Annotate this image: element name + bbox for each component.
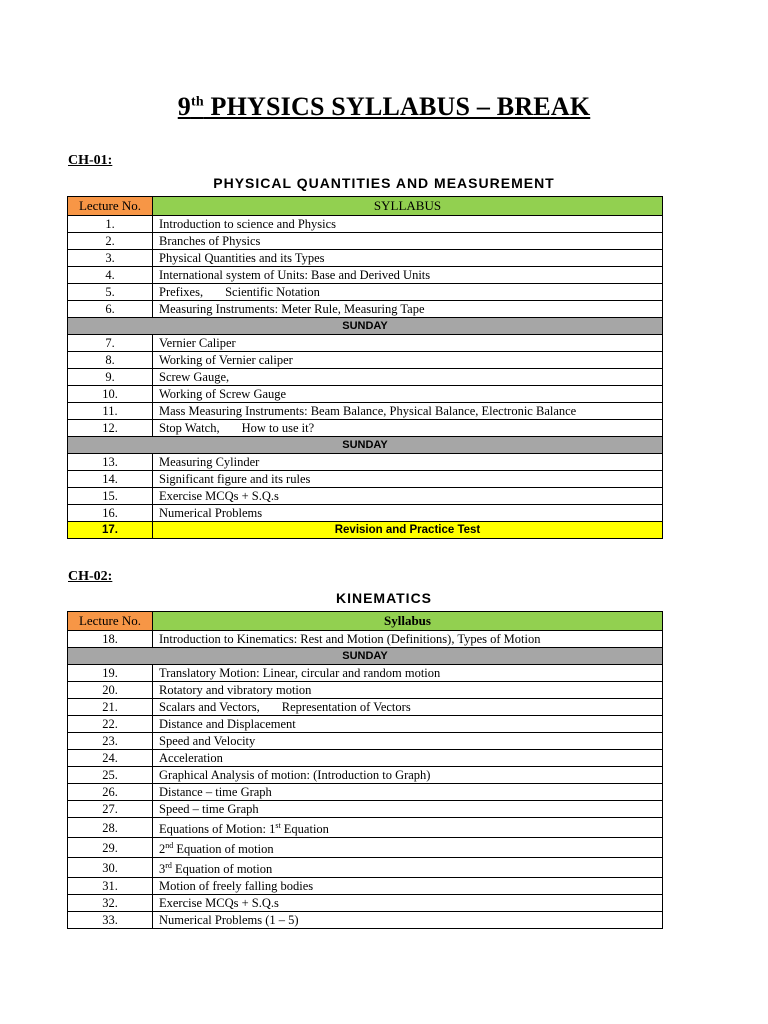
table-row (68, 352, 663, 369)
lecture-topic: Introduction to Kinematics: Rest and Motion (Definitions), Types of Motion (153, 631, 663, 648)
lecture-topic: Prefixes, Scientific Notation (153, 284, 663, 301)
page-title: 9th PHYSICS SYLLABUS – BREAK (177, 92, 591, 121)
lecture-topic: Distance – time Graph (153, 784, 663, 801)
lecture-topic: Mass Measuring Instruments: Beam Balance, Physical Balance, Electronic Balance (153, 403, 663, 420)
table-row (68, 216, 663, 233)
lecture-number: 21. (68, 699, 153, 716)
sunday-row: SUNDAY (68, 648, 663, 665)
table-row (68, 912, 663, 929)
lecture-number: 18. (68, 631, 153, 648)
table-row (68, 488, 663, 505)
chapter-2-label: CH-02: (68, 569, 113, 584)
lecture-topic: Measuring Instruments: Meter Rule, Measuring Tape (153, 301, 663, 318)
table-row (68, 858, 663, 878)
table-row (68, 301, 663, 318)
lecture-number: 23. (68, 733, 153, 750)
lecture-number: 1. (68, 216, 153, 233)
lecture-no-header: Lecture No. (68, 197, 153, 216)
lecture-topic: Measuring Cylinder (153, 454, 663, 471)
lecture-topic: Introduction to science and Physics (153, 216, 663, 233)
table-row (68, 471, 663, 488)
lecture-topic: Distance and Displacement (153, 716, 663, 733)
lecture-topic: Screw Gauge, (153, 369, 663, 386)
lecture-number: 8. (68, 352, 153, 369)
lecture-topic: 3rd Equation of motion (153, 858, 663, 878)
lecture-number: 12. (68, 420, 153, 437)
table-row (68, 784, 663, 801)
syllabus-header: SYLLABUS (153, 197, 663, 216)
lecture-number: 3. (68, 250, 153, 267)
lecture-topic: International system of Units: Base and Derived Units (153, 267, 663, 284)
lecture-number: 16. (68, 505, 153, 522)
chapter-1-table (67, 196, 663, 539)
lecture-number: 15. (68, 488, 153, 505)
table-row (68, 682, 663, 699)
table-row (68, 818, 663, 838)
lecture-number: 2. (68, 233, 153, 250)
lecture-number: 7. (68, 335, 153, 352)
lecture-number: 31. (68, 878, 153, 895)
lecture-number: 28. (68, 818, 153, 838)
table-row (68, 505, 663, 522)
table-row (68, 801, 663, 818)
table-row (68, 895, 663, 912)
lecture-number: 4. (68, 267, 153, 284)
lecture-topic: Physical Quantities and its Types (153, 250, 663, 267)
lecture-number: 25. (68, 767, 153, 784)
table-row (68, 420, 663, 437)
lecture-number: 20. (68, 682, 153, 699)
lecture-number: 29. (68, 838, 153, 858)
lecture-topic: Stop Watch, How to use it? (153, 420, 663, 437)
lecture-topic: Acceleration (153, 750, 663, 767)
table-row (68, 233, 663, 250)
lecture-topic: Numerical Problems (153, 505, 663, 522)
lecture-no-header: Lecture No. (68, 612, 153, 631)
table-row (68, 403, 663, 420)
table-row (68, 284, 663, 301)
syllabus-header: Syllabus (153, 612, 663, 631)
lecture-topic: Numerical Problems (1 – 5) (153, 912, 663, 929)
lecture-number: 5. (68, 284, 153, 301)
lecture-number: 32. (68, 895, 153, 912)
table-row (68, 767, 663, 784)
sunday-row: SUNDAY (68, 318, 663, 335)
lecture-topic: Significant figure and its rules (153, 471, 663, 488)
lecture-topic: 2nd Equation of motion (153, 838, 663, 858)
lecture-topic: Working of Vernier caliper (153, 352, 663, 369)
lecture-topic: Translatory Motion: Linear, circular and random motion (153, 665, 663, 682)
lecture-number: 6. (68, 301, 153, 318)
lecture-topic: Equations of Motion: 1st Equation (153, 818, 663, 838)
lecture-topic: Speed and Velocity (153, 733, 663, 750)
lecture-number: 24. (68, 750, 153, 767)
lecture-topic: Speed – time Graph (153, 801, 663, 818)
table-row (68, 454, 663, 471)
lecture-topic: Working of Screw Gauge (153, 386, 663, 403)
table-row (68, 878, 663, 895)
lecture-number: 30. (68, 858, 153, 878)
table-row (68, 750, 663, 767)
lecture-number: 33. (68, 912, 153, 929)
lecture-topic: Exercise MCQs + S.Q.s (153, 895, 663, 912)
lecture-topic: Rotatory and vibratory motion (153, 682, 663, 699)
lecture-topic: Exercise MCQs + S.Q.s (153, 488, 663, 505)
chapter-2-heading: KINEMATICS (335, 590, 433, 606)
chapter-1-heading: PHYSICAL QUANTITIES AND MEASUREMENT (213, 175, 555, 191)
table-header (68, 197, 663, 216)
lecture-number: 19. (68, 665, 153, 682)
lecture-topic: Branches of Physics (153, 233, 663, 250)
lecture-number: 17. (68, 522, 153, 539)
table-row (68, 335, 663, 352)
lecture-number: 9. (68, 369, 153, 386)
lecture-number: 13. (68, 454, 153, 471)
lecture-number: 22. (68, 716, 153, 733)
table-row (68, 267, 663, 284)
lecture-topic: Scalars and Vectors, Representation of Vectors (153, 699, 663, 716)
table-row (68, 665, 663, 682)
lecture-topic: Vernier Caliper (153, 335, 663, 352)
table-row (68, 838, 663, 858)
table-row (68, 369, 663, 386)
chapter-1-label: CH-01: (68, 153, 113, 168)
chapter-2-table (67, 611, 663, 929)
table-row (68, 386, 663, 403)
lecture-topic: Revision and Practice Test (153, 522, 663, 539)
lecture-number: 26. (68, 784, 153, 801)
lecture-topic: Graphical Analysis of motion: (Introduction to Graph) (153, 767, 663, 784)
revision-row (68, 522, 663, 539)
lecture-number: 11. (68, 403, 153, 420)
lecture-topic: Motion of freely falling bodies (153, 878, 663, 895)
table-row (68, 716, 663, 733)
table-row (68, 699, 663, 716)
table-row (68, 733, 663, 750)
table-row (68, 631, 663, 648)
sunday-row: SUNDAY (68, 437, 663, 454)
lecture-number: 27. (68, 801, 153, 818)
lecture-number: 10. (68, 386, 153, 403)
table-header (68, 612, 663, 631)
lecture-number: 14. (68, 471, 153, 488)
table-row (68, 250, 663, 267)
